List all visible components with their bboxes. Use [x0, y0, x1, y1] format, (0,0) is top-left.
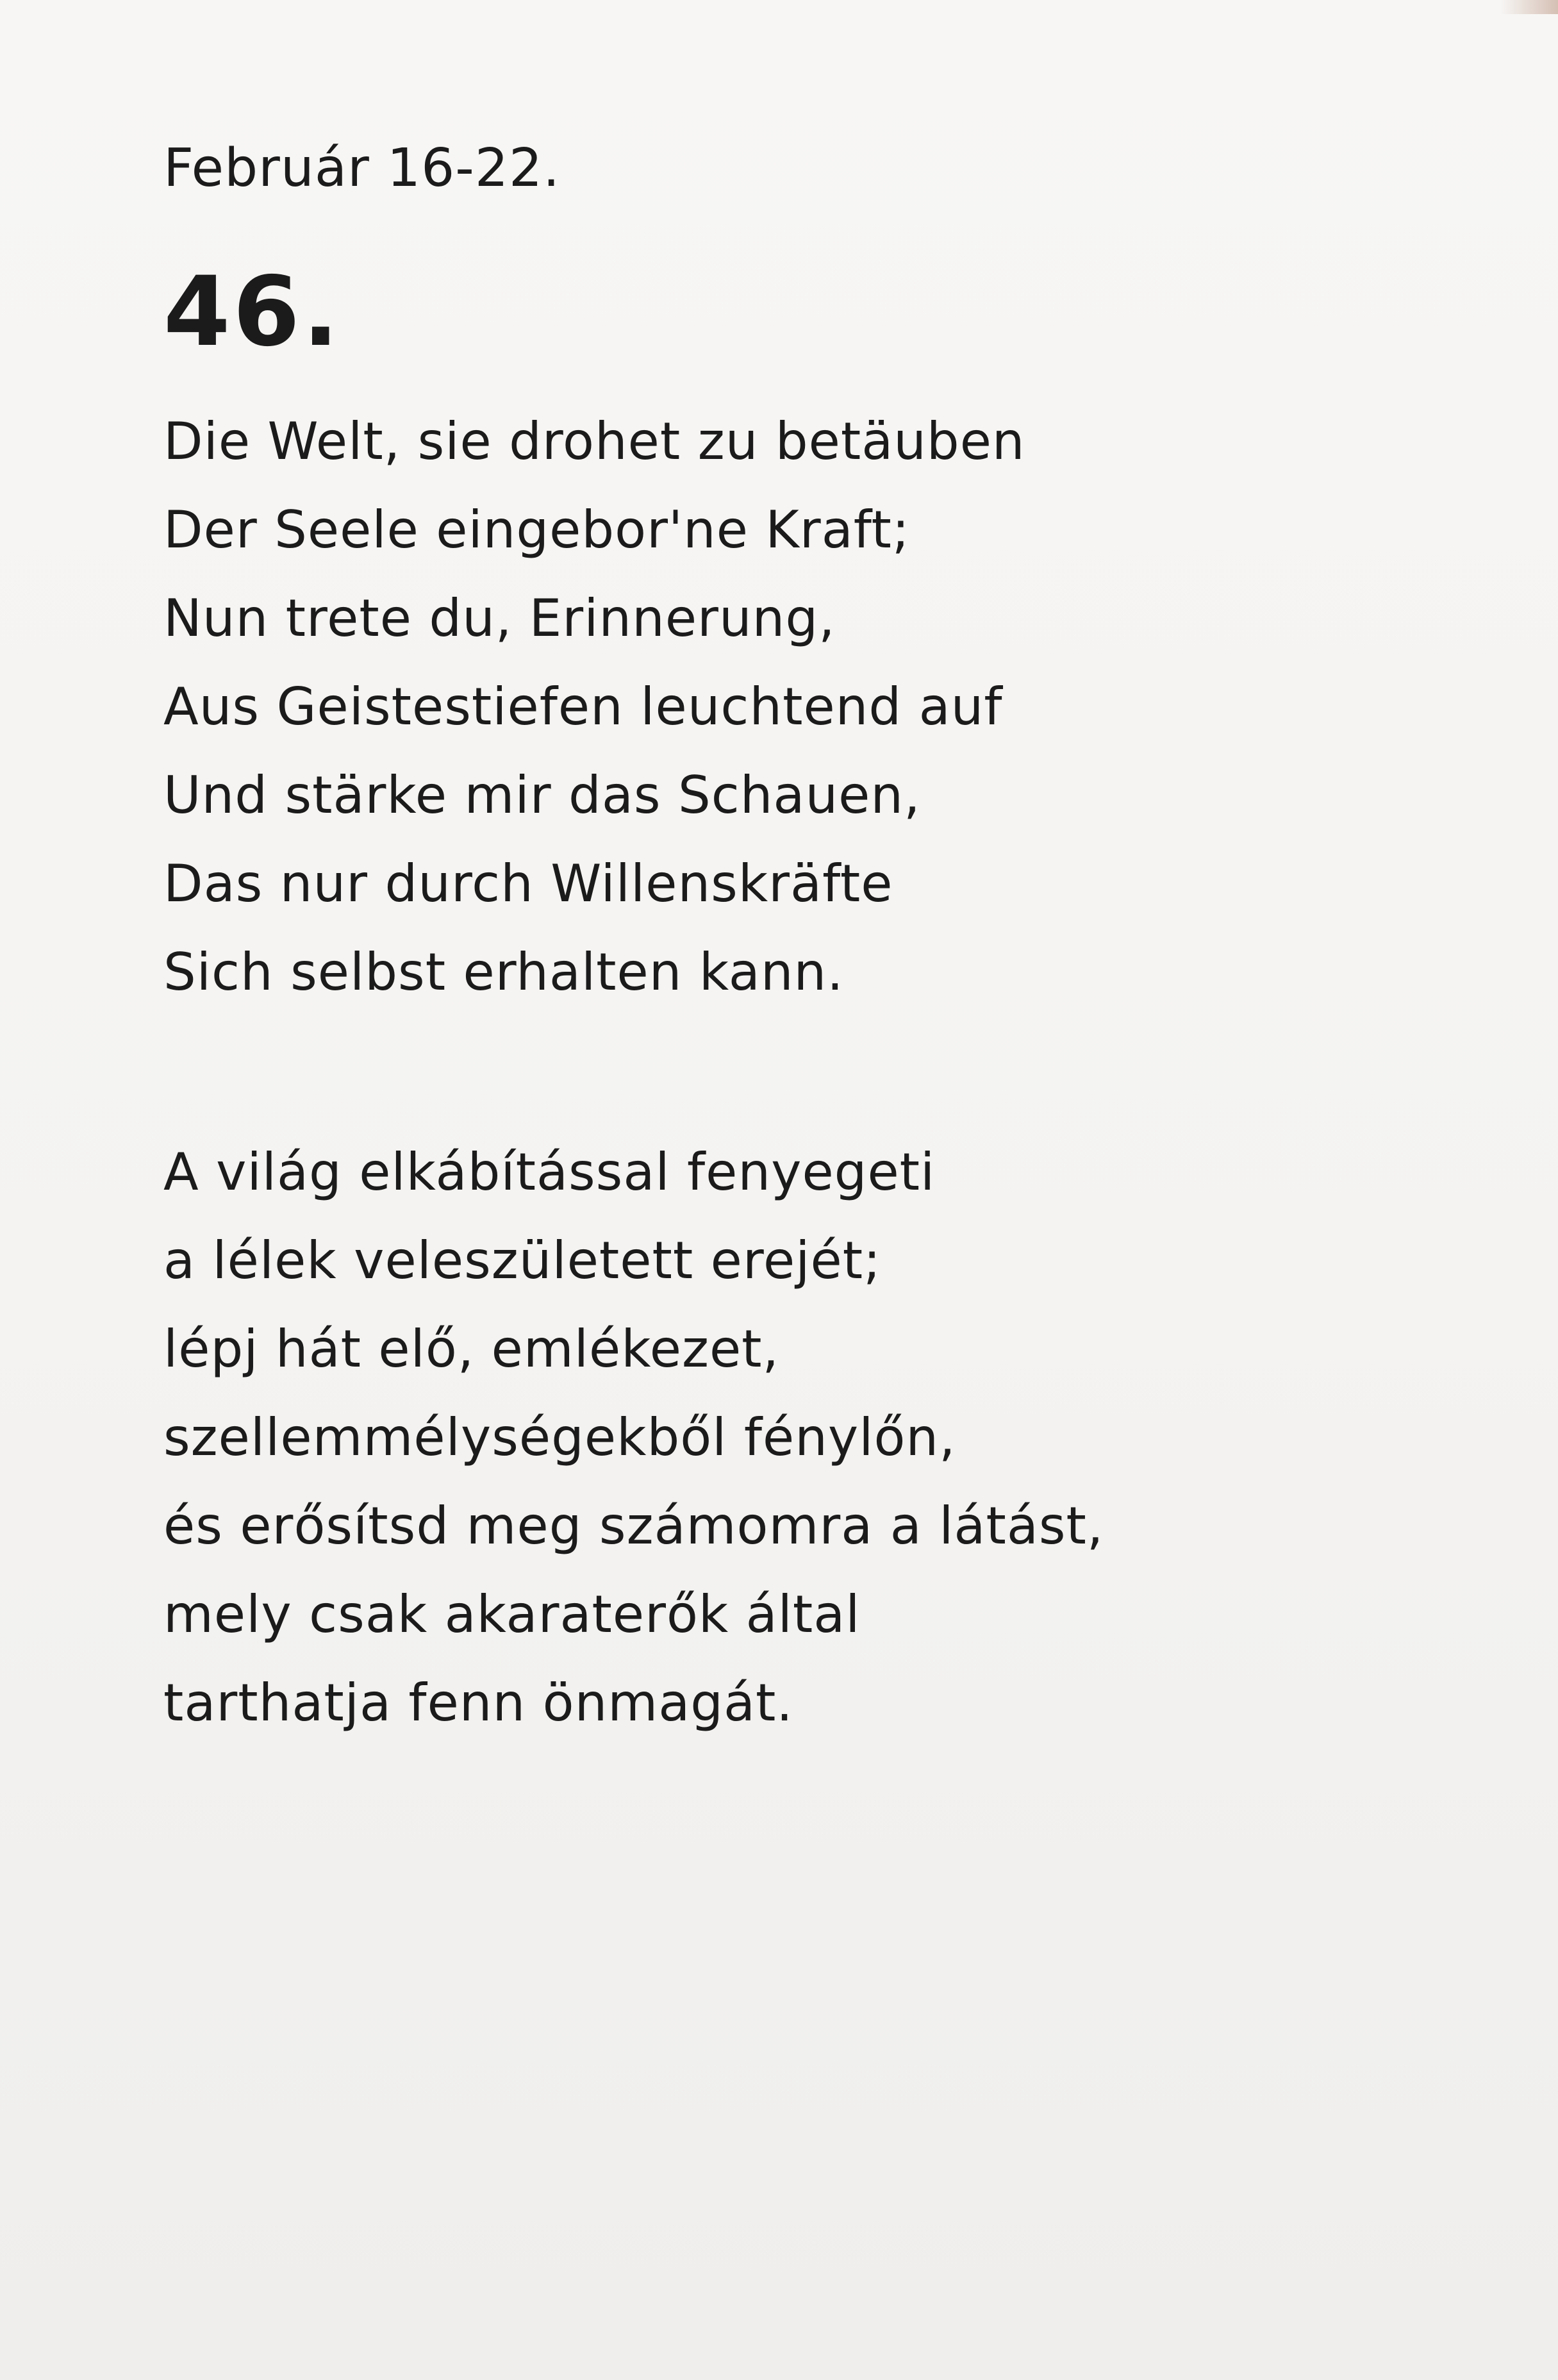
poem-line: Die Welt, sie drohet zu betäuben [163, 412, 1025, 471]
verse-number: 46. [163, 256, 342, 368]
poem-line: Aus Geistestiefen leuchtend auf [163, 677, 1003, 736]
poem-line: tarthatja fenn önmagát. [163, 1673, 793, 1733]
german-stanza [163, 397, 1025, 1017]
poem-line: lépj hát elő, emlékezet, [163, 1319, 779, 1379]
poem-line: Der Seele eingebor'ne Kraft; [163, 500, 910, 560]
poem-line: mely csak akaraterők által [163, 1585, 861, 1644]
poem-line: A világ elkábítással fenyegeti [163, 1142, 936, 1202]
bleed-through-text [1090, 359, 1487, 1929]
poem-line: Sich selbst erhalten kann. [163, 942, 844, 1002]
date-range-heading: Február 16-22. [163, 138, 561, 199]
poem-line: a lélek veleszületett erejét; [163, 1231, 882, 1290]
poem-line: szellemmélységekből fénylőn, [163, 1408, 956, 1467]
poem-line: és erősítsd meg számomra a látást, [163, 1496, 1104, 1556]
page-corner-shadow [1500, 0, 1558, 14]
poem-line: Nun trete du, Erinnerung, [163, 588, 836, 648]
poem-line: Das nur durch Willenskräfte [163, 854, 893, 913]
hungarian-stanza [163, 1128, 1104, 1747]
poem-line: Und stärke mir das Schauen, [163, 765, 921, 825]
